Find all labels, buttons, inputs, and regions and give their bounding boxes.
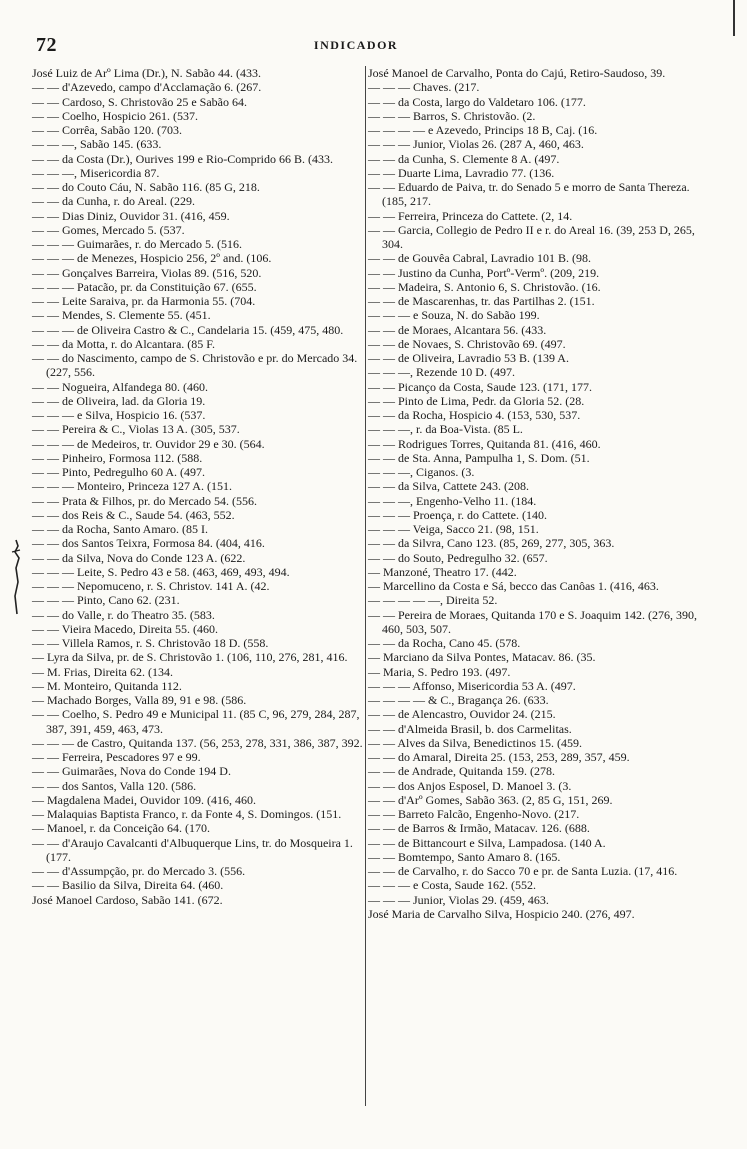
directory-entry: — — —, r. da Boa-Vista. (85 L.: [368, 422, 523, 437]
directory-entry: José Luiz de Arº Lima (Dr.), N. Sabão 44. (433.: [32, 66, 262, 80]
directory-entry: — — da Cunha, r. do Areal. (229.: [32, 194, 195, 209]
directory-entry: — Manzoné, Theatro 17. (442.: [368, 564, 517, 579]
directory-entry: — — — e Costa, Saude 162. (552.: [368, 878, 536, 893]
directory-entry: — — da Rocha, Santo Amaro. (85 I.: [32, 522, 208, 536]
directory-entry: — — —, Misericordia 87.: [32, 165, 160, 180]
directory-entry: — — — de Oliveira Castro & C., Candelaria 15. (459, 475, 480.: [32, 322, 344, 337]
directory-entry: — — — e Souza, N. do Sabão 199.: [368, 308, 540, 323]
directory-entry: — — Corrêa, Sabão 120. (703.: [32, 123, 182, 137]
directory-entry: José Maria de Carvalho Silva, Hospicio 240. (276, 497.: [368, 906, 635, 921]
directory-entry: José Manoel de Carvalho, Ponta do Cajú, Retiro-Saudoso, 39.: [368, 66, 666, 80]
directory-entry: — — Dias Diniz, Ouvidor 31. (416, 459.: [32, 208, 230, 223]
directory-entry: — — do Couto Cáu, N. Sabão 116. (85 G, 218.: [32, 180, 260, 194]
directory-entry: — — de Gouvêa Cabral, Lavradio 101 B. (98.: [368, 251, 591, 266]
directory-entry: — — de Mascarenhas, tr. das Partilhas 2. (151.: [368, 294, 595, 308]
directory-entry: — — Eduardo de Paiva, tr. do Senado 5 e morro de Santa Thereza. (185, 217.: [368, 180, 690, 209]
directory-entry: — — —, Engenho-Velho 11. (184.: [368, 493, 537, 508]
directory-entry: — — d'Araujo Cavalcanti d'Albuquerque Lins, tr. do Mosqueira 1. (177.: [32, 835, 353, 864]
directory-entry: — — — Patacão, pr. da Constituição 67. (655.: [32, 279, 257, 294]
directory-entry: — — Leite Saraiva, pr. da Harmonia 55. (704.: [32, 294, 256, 308]
directory-entry: — — Gonçalves Barreira, Violas 89. (516, 520.: [32, 265, 262, 280]
directory-entry: — Maria, S. Pedro 193. (497.: [368, 664, 511, 679]
page-header: [36, 34, 676, 56]
directory-entry: — — Alves da Silva, Benedictinos 15. (459.: [368, 735, 582, 750]
directory-entry: — — — de Castro, Quitanda 137. (56, 253, 278, 331, 386, 387, 392.: [32, 735, 363, 750]
directory-entry: — — Vieira Macedo, Direita 55. (460.: [32, 621, 219, 636]
directory-entry: — M. Monteiro, Quitanda 112.: [32, 678, 182, 693]
page-edge-line: [733, 0, 735, 36]
directory-entry: — — Mendes, S. Clemente 55. (451.: [32, 308, 211, 323]
directory-entry: — — Bomtempo, Santo Amaro 8. (165.: [368, 849, 561, 864]
directory-entry: — — — Monteiro, Princeza 127 A. (151.: [32, 479, 232, 494]
directory-entry: — Manoel, r. da Conceição 64. (170.: [32, 821, 210, 836]
directory-entry: José Manoel Cardoso, Sabão 141. (672.: [32, 892, 223, 907]
directory-entry: — — —, Rezende 10 D. (497.: [368, 365, 515, 380]
directory-entry: — — d'Arº Gomes, Sabão 363. (2, 85 G, 151, 269.: [368, 792, 613, 807]
directory-entry: — — — de Medeiros, tr. Ouvidor 29 e 30. (564.: [32, 436, 265, 451]
directory-entry: — — — Junior, Violas 29. (459, 463.: [368, 892, 549, 907]
directory-entry: — — dos Reis & C., Saude 54. (463, 552.: [32, 507, 235, 522]
directory-entry: — — Coelho, Hospicio 261. (537.: [32, 108, 198, 123]
directory-entry: — — Ferreira, Princeza do Cattete. (2, 14.: [368, 208, 573, 223]
directory-entry: — — dos Santos, Valla 120. (586.: [32, 778, 197, 793]
directory-entry: — — Villela Ramos, r. S. Christovão 18 D. (558.: [32, 636, 269, 650]
directory-entry: — — do Nascimento, campo de S. Christovão e pr. do Mercado 34. (227, 556.: [32, 351, 358, 380]
directory-entry: — — do Valle, r. do Theatro 35. (583.: [32, 607, 215, 622]
directory-entry: — — Madeira, S. Antonio 6, S. Christovão. (16.: [368, 279, 601, 294]
directory-entry: — — da Rocha, Hospicio 4. (153, 530, 537.: [368, 408, 581, 422]
directory-entry: — — da Cunha, S. Clemente 8 A. (497.: [368, 151, 560, 166]
directory-entry: — Marcellino da Costa e Sá, becco das Canôas 1. (416, 463.: [368, 579, 659, 593]
right-column: [368, 66, 716, 921]
running-title: INDICADOR: [313, 38, 399, 52]
directory-entry: — — d'Almeida Brasil, b. dos Carmelitas.: [368, 721, 572, 736]
directory-entry: — — da Motta, r. do Alcantara. (85 F.: [32, 336, 216, 351]
directory-entry: — — do Amaral, Direita 25. (153, 253, 289, 357, 459.: [368, 750, 630, 764]
directory-entry: — — de Barros & Irmão, Matacav. 126. (688.: [368, 821, 590, 836]
directory-entry: — — Pinheiro, Formosa 112. (588.: [32, 450, 203, 465]
directory-entry: — — — Pinto, Cano 62. (231.: [32, 593, 180, 608]
directory-entry: — — — — & C., Bragança 26. (633.: [368, 693, 549, 707]
directory-entry: — — — Junior, Violas 26. (287 A, 460, 463.: [368, 137, 584, 152]
directory-entry: — — — — e Azevedo, Princips 18 B, Caj. (16.: [368, 123, 598, 137]
directory-entry: — — d'Assumpção, pr. do Mercado 3. (556.: [32, 864, 246, 878]
directory-entry: — — Pereira & C., Violas 13 A. (305, 537.: [32, 422, 240, 437]
directory-entry: — — Prata & Filhos, pr. do Mercado 54. (556.: [32, 493, 257, 508]
directory-entry: — — de Sta. Anna, Pampulha 1, S. Dom. (51.: [368, 450, 590, 465]
directory-entry: — — da Costa, largo do Valdetaro 106. (177.: [368, 94, 586, 109]
directory-entry: — — — Affonso, Misericordia 53 A. (497.: [368, 678, 576, 693]
directory-entry: — Marciano da Silva Pontes, Matacav. 86. (35.: [368, 650, 596, 665]
margin-pen-mark: [6, 538, 26, 618]
directory-entry: — — de Alencastro, Ouvidor 24. (215.: [368, 707, 556, 722]
directory-entry: — — Pinto, Pedregulho 60 A. (497.: [32, 465, 205, 479]
directory-entry: — — — de Menezes, Hospicio 256, 2º and. (106.: [32, 251, 272, 266]
directory-entry: — — Pereira de Moraes, Quitanda 170 e S. Joaquim 142. (276, 390, 460, 503, 507.: [368, 607, 697, 636]
directory-entry: — — —, Ciganos. (3.: [368, 465, 475, 479]
page-number: 72: [36, 34, 57, 56]
directory-entry: — — dos Anjos Esposel, D. Manoel 3. (3.: [368, 778, 572, 793]
directory-entry: — — Barreto Falcão, Engenho-Novo. (217.: [368, 807, 580, 821]
directory-entry: — — Gomes, Mercado 5. (537.: [32, 222, 185, 237]
directory-entry: — — da Costa (Dr.), Ourives 199 e Rio-Comprido 66 B. (433.: [32, 151, 333, 166]
directory-entry: — — — Barros, S. Christovão. (2.: [368, 108, 536, 123]
directory-entry: — — Guimarães, Nova do Conde 194 D.: [32, 764, 231, 779]
directory-entry: — — Basilio da Silva, Direita 64. (460.: [32, 878, 224, 893]
directory-entry: — — Cardoso, S. Christovão 25 e Sabão 64.: [32, 94, 247, 109]
directory-entry: — — —, Sabão 145. (633.: [32, 137, 162, 152]
directory-entry: — — — Chaves. (217.: [368, 80, 480, 95]
directory-entry: — — — e Silva, Hospicio 16. (537.: [32, 408, 206, 422]
directory-entry: — Lyra da Silva, pr. de S. Christovão 1. (106, 110, 276, 281, 416.: [32, 650, 348, 665]
directory-entry: — — Justino da Cunha, Portº-Vermº. (209, 219.: [368, 265, 600, 280]
directory-entry: — — Duarte Lima, Lavradio 77. (136.: [368, 165, 555, 180]
directory-entry: — — do Souto, Pedregulho 32. (657.: [368, 550, 548, 565]
directory-entry: — — da Silva, Nova do Conde 123 A. (622.: [32, 550, 246, 565]
directory-entry: — Magdalena Madei, Ouvidor 109. (416, 460.: [32, 792, 256, 807]
directory-entry: — — da Rocha, Cano 45. (578.: [368, 636, 521, 650]
directory-entry: — — — Veiga, Sacco 21. (98, 151.: [368, 522, 539, 536]
directory-entry: — — Pinto de Lima, Pedr. da Gloria 52. (28.: [368, 393, 585, 408]
directory-entry: — — de Novaes, S. Christovão 69. (497.: [368, 336, 566, 351]
directory-entry: — — de Moraes, Alcantara 56. (433.: [368, 322, 547, 337]
directory-entry: — — — Nepomuceno, r. S. Christov. 141 A. (42.: [32, 579, 270, 593]
directory-entry: — — Rodrigues Torres, Quitanda 81. (416, 460.: [368, 436, 601, 451]
directory-entry: — — da Silvra, Cano 123. (85, 269, 277, 305, 363.: [368, 536, 615, 551]
directory-entry: — — d'Azevedo, campo d'Acclamação 6. (267.: [32, 80, 262, 95]
directory-entry: — — Coelho, S. Pedro 49 e Municipal 11. (85 C, 96, 279, 284, 287, 387, 391, 459, 463, 473.: [32, 707, 360, 736]
directory-entry: — — — Leite, S. Pedro 43 e 58. (463, 469, 493, 494.: [32, 564, 290, 579]
directory-entry: — — Picanço da Costa, Saude 123. (171, 177.: [368, 379, 592, 394]
directory-entry: — — Garcia, Collegio de Pedro II e r. do Areal 16. (39, 253 D, 265, 304.: [368, 222, 695, 251]
directory-entry: — — — Proença, r. do Cattete. (140.: [368, 507, 547, 522]
directory-entry: — — — — —, Direita 52.: [368, 593, 498, 608]
directory-entry: — Machado Borges, Valla 89, 91 e 98. (586.: [32, 693, 247, 707]
directory-entry: — — — Guimarães, r. do Mercado 5. (516.: [32, 237, 242, 251]
left-column: [32, 66, 367, 907]
directory-entry: — — da Silva, Cattete 243. (208.: [368, 479, 529, 494]
directory-entry: — — de Oliveira, Lavradio 53 B. (139 A.: [368, 351, 569, 365]
directory-entry: — M. Frias, Direita 62. (134.: [32, 664, 173, 679]
directory-entry: — — de Andrade, Quitanda 159. (278.: [368, 764, 555, 779]
directory-entry: — Malaquias Baptista Franco, r. da Fonte 4, S. Domingos. (151.: [32, 807, 342, 821]
directory-entry: — — dos Santos Teixra, Formosa 84. (404, 416.: [32, 536, 265, 551]
directory-entry: — — de Bittancourt e Silva, Lampadosa. (140 A.: [368, 835, 606, 850]
directory-entry: — — de Carvalho, r. do Sacco 70 e pr. de Santa Luzia. (17, 416.: [368, 864, 678, 878]
directory-entry: — — Nogueira, Alfandega 80. (460.: [32, 379, 208, 394]
directory-entry: — — de Oliveira, lad. da Gloria 19.: [32, 393, 206, 408]
directory-entry: — — Ferreira, Pescadores 97 e 99.: [32, 750, 201, 764]
